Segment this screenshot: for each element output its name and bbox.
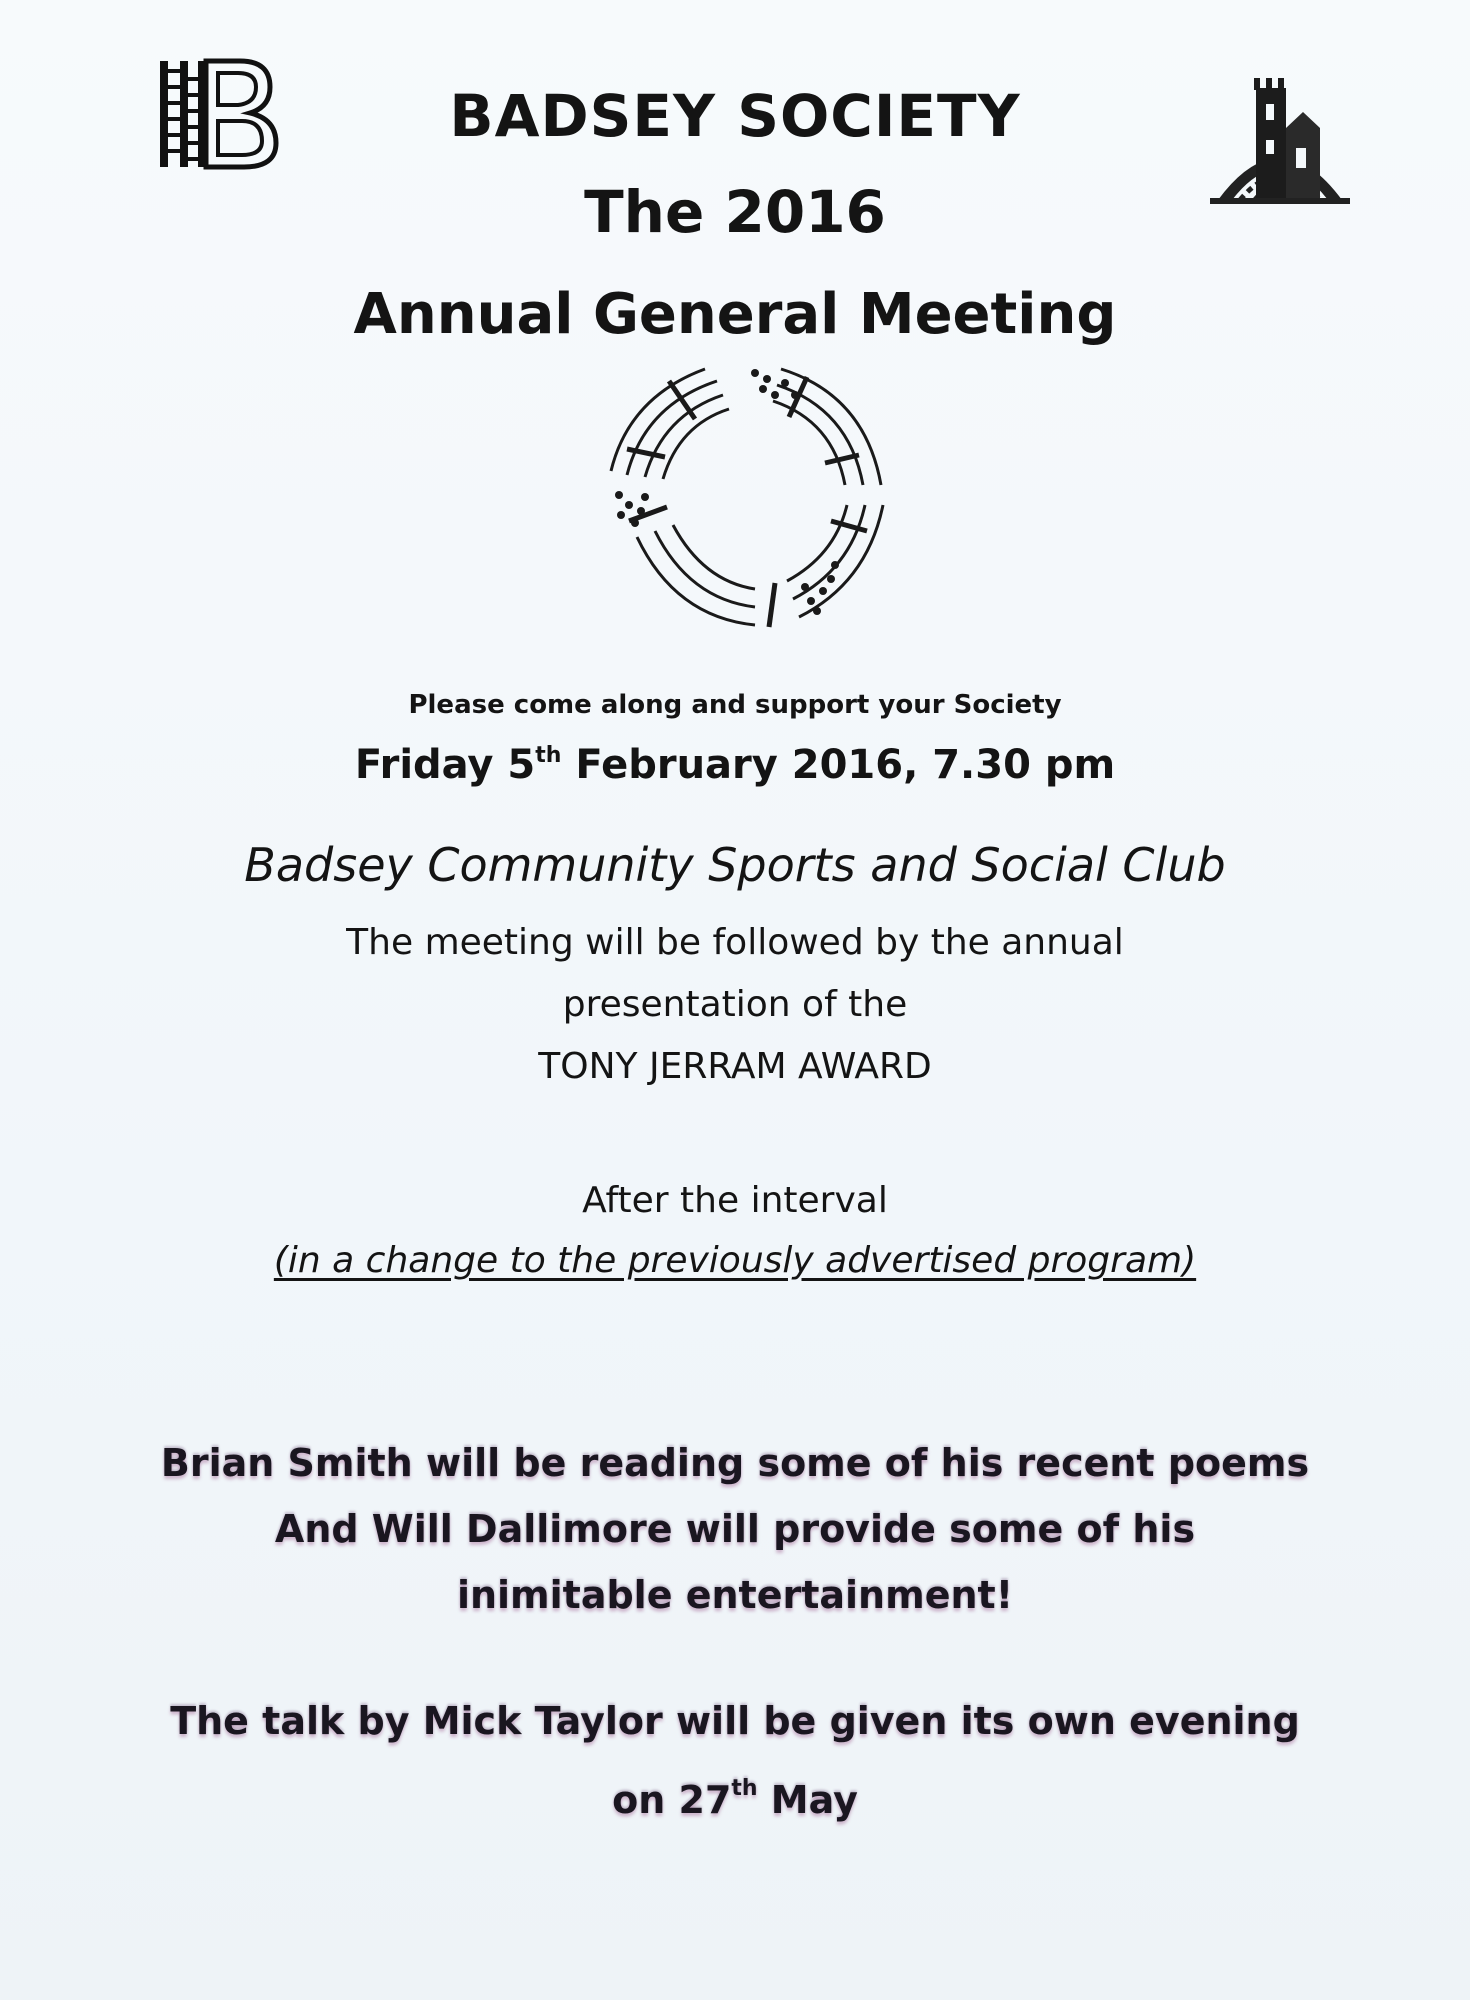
talk-line-2 <box>0 1756 1470 1833</box>
award-line-2: presentation of the <box>562 984 908 1025</box>
date-rest: February 2016, 7.30 pm <box>561 742 1116 788</box>
event-title: Annual General Meeting <box>353 282 1117 347</box>
society-title: BADSEY SOCIETY <box>449 82 1021 150</box>
talk-date-pre: on 27 <box>612 1778 732 1822</box>
program-change-note: (in a change to the previously advertised program) <box>273 1240 1197 1281</box>
meeting-date <box>0 742 1470 788</box>
date-suffix: th <box>535 743 562 768</box>
entertainment-line-3: inimitable entertainment! <box>456 1573 1014 1617</box>
tagline: Please come along and support your Society <box>408 690 1062 720</box>
wreath-illustration-icon <box>605 355 895 635</box>
talk-date-suffix: th <box>731 1776 758 1801</box>
award-line-1: The meeting will be followed by the annual <box>346 922 1124 963</box>
entertainment-line-2: And Will Dallimore will provide some of his <box>274 1507 1196 1551</box>
talk-date-post: May <box>757 1778 858 1822</box>
venue: Badsey Community Sports and Social Club <box>244 838 1226 892</box>
date-day: Friday 5 <box>354 742 536 788</box>
year-title: The 2016 <box>584 178 886 246</box>
interval-heading: After the interval <box>582 1180 888 1221</box>
award-name: TONY JERRAM AWARD <box>538 1046 932 1087</box>
entertainment-line-1: Brian Smith will be reading some of his recent poems <box>160 1441 1310 1485</box>
talk-line-1: The talk by Mick Taylor will be given its own evening <box>170 1699 1300 1743</box>
